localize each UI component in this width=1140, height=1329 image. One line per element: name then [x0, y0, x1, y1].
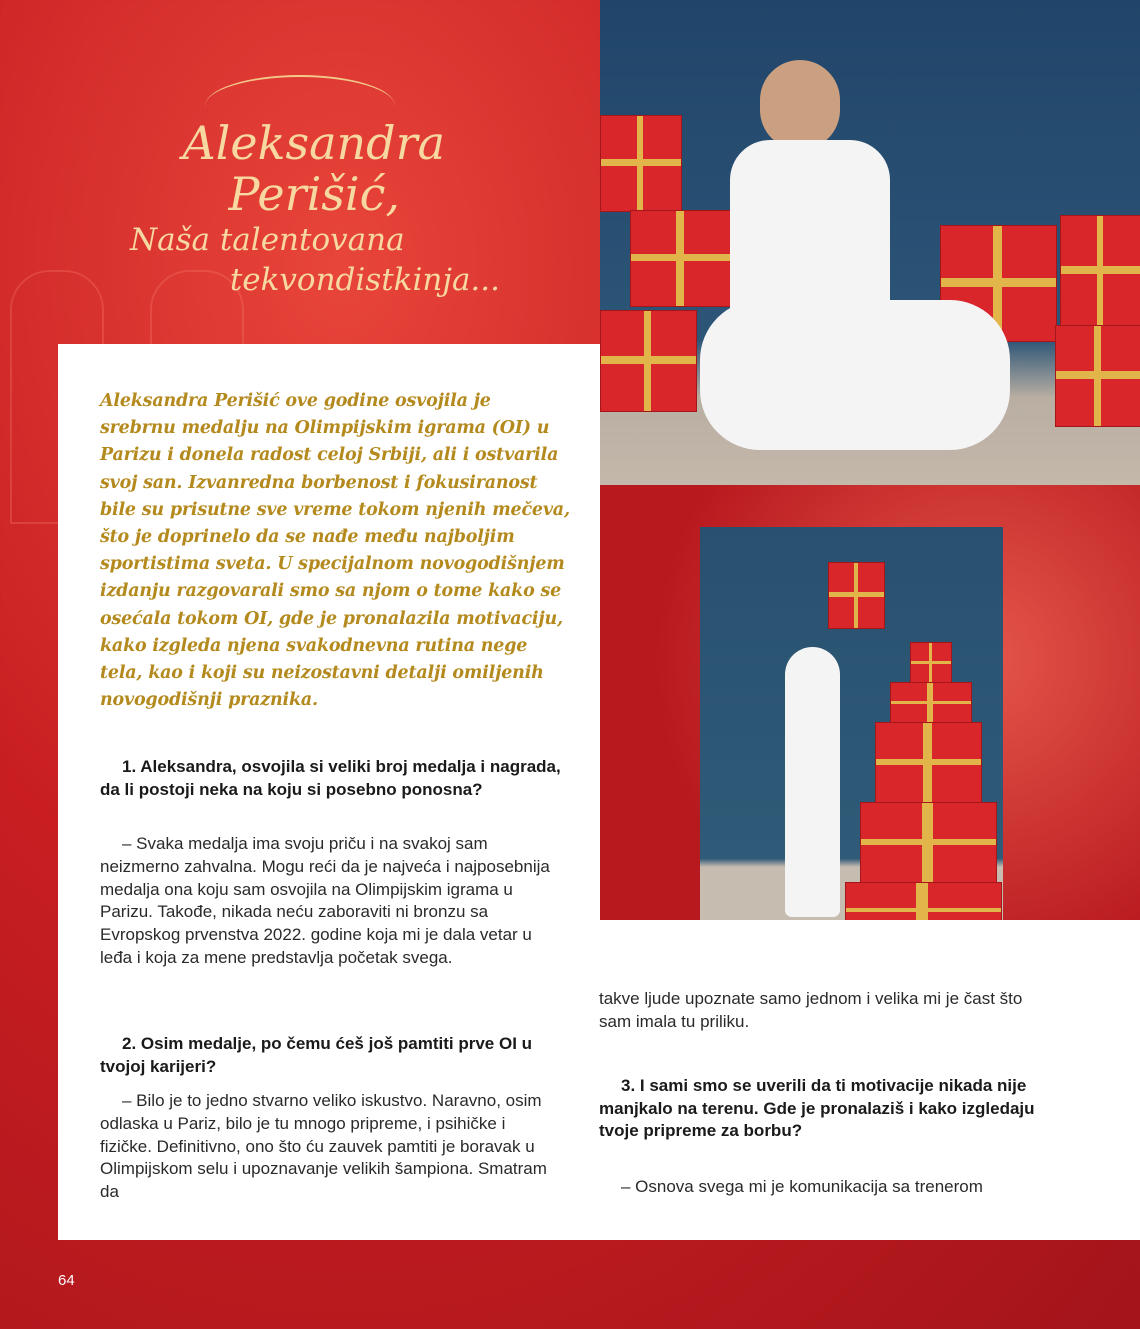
gift-box: [860, 802, 997, 884]
article-title: [100, 118, 500, 300]
title-subtitle-2: tekvondistkinja...: [229, 262, 500, 298]
gift-box: [1060, 215, 1140, 327]
gift-box: [890, 682, 972, 724]
question-3: 3. I sami smo se uverili da ti motivacije nikada nije manjkalo na terenu. Gde je pronalaziš i kako izgledaju tvoje pripreme za borbu?: [599, 1076, 1035, 1140]
question-2: 2. Osim medalje, po čemu ćeš još pamtiti prve OI u tvojoj karijeri?: [100, 1034, 533, 1076]
athlete-sitting-photo: [600, 0, 1140, 485]
athlete-kick-photo: [700, 527, 1003, 952]
answer-1: – Svaka medalja ima svoju priču i na svakoj sam neizmerno zahvalna. Mogu reći da je najveća i najposebnija medalja ona koju sam osvojila na Olimpijskim igrama u Parizu. Takođe, nikada neću zaboraviti ni bronzu sa Evropskog prvenstva 2022. godine koja mi je dala vetar u leđa i koja za mene predstavlja početak svega.: [100, 834, 550, 967]
gift-box: [600, 115, 682, 212]
athlete-head: [760, 60, 840, 150]
answer-3: – Osnova svega mi je komunikacija sa trenerom: [621, 1177, 983, 1196]
athlete-figure: [785, 647, 840, 917]
gift-box: [600, 310, 697, 412]
page-number: 64: [58, 1272, 75, 1289]
title-name: Aleksandra: [182, 116, 445, 170]
question-1: 1. Aleksandra, osvojila si veliki broj medalja i nagrada, da li postoji neka na koju si posebno ponosna?: [100, 757, 561, 799]
gift-box: [875, 722, 982, 804]
gift-box: [630, 210, 732, 307]
athlete-legs: [700, 300, 1010, 450]
answer-2: – Bilo je to jedno stvarno veliko iskustvo. Naravno, osim odlaska u Pariz, bilo je tu mnogo pripreme, i psihičke i fizičke. Definitivno, ono što ću zauvek pamtiti je boravak u Olimpijskom selu i upoznavanje velikih šampiona. Smatram da: [100, 1091, 547, 1202]
title-subtitle-1: Naša talentovana: [130, 222, 405, 258]
title-surname: Perišić,: [228, 167, 400, 221]
gift-box: [910, 642, 952, 684]
gift-box: [828, 562, 885, 629]
article-intro: Aleksandra Perišić ove godine osvojila je srebrnu medalju na Olimpijskim igrama (OI) u Parizu i donela radost celoj Srbiji, ali i ostvarila svoj san. Izvanredna borbenost i fokusiranost bile su prisutne sve vreme tokom njenih mečeva, što je doprinelo da se nađe među najboljim sportistima sveta. U specijalnom novogodišnjem izdanju razgovarali smo sa njom o tome kako se osećala tokom OI, gde je pronalazila motivaciju, kako izgleda njena svakodnevna rutina nege tela, kao i koji su neizostavni detalji omiljenih novogodišnji praznika.: [100, 391, 570, 711]
answer-2-continued: takve ljude upoznate samo jednom i velika mi je čast što sam imala tu priliku.: [599, 989, 1023, 1031]
gift-box: [1055, 325, 1140, 427]
